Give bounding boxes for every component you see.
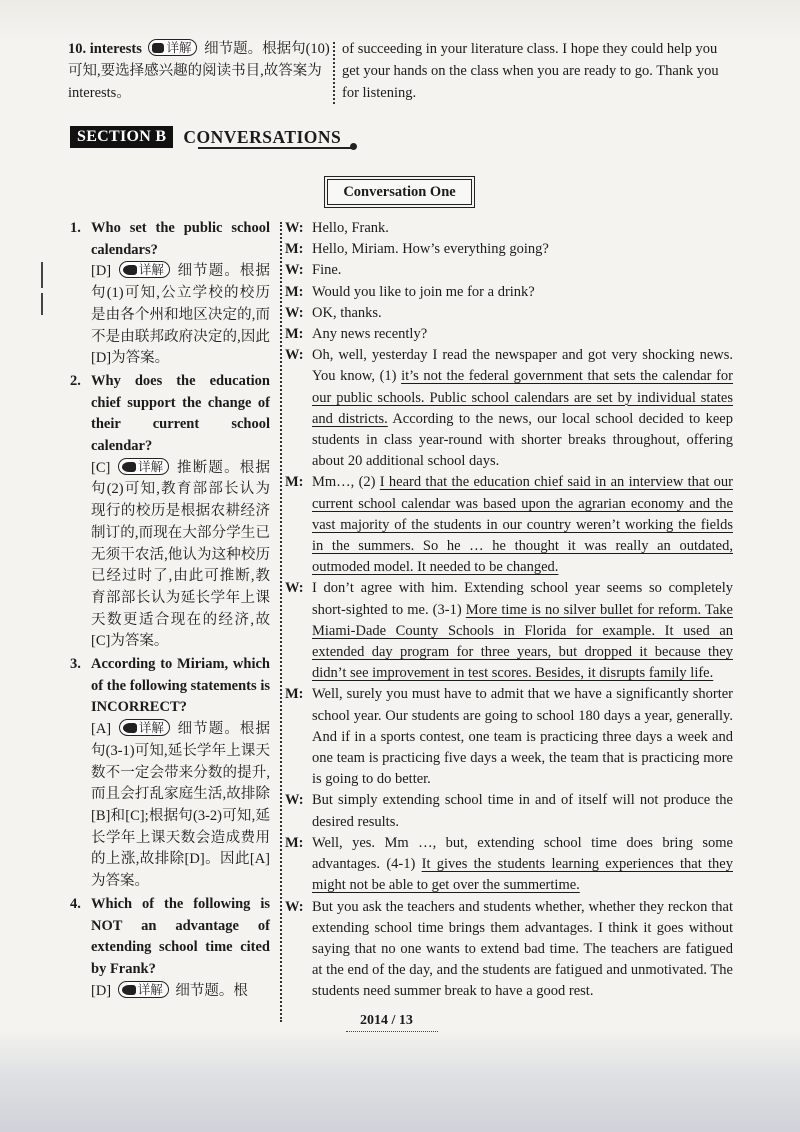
turn-text bbox=[312, 897, 733, 1003]
section-header bbox=[70, 126, 341, 148]
question-text: Why does the education chief support the change of their current school calendar? bbox=[91, 372, 270, 455]
question-text: Which of the following is NOT an advantage of extending school time cited by Frank? bbox=[91, 895, 270, 977]
dialogue-turn bbox=[285, 578, 733, 684]
column-divider bbox=[280, 222, 282, 1022]
dialogue-turn bbox=[285, 218, 733, 239]
text-segment: But you ask the teachers and students whether, whether they reckon that extending school time brings them advantages. I think it goes without saying that no one wants to extend bad time. The teachers are fatigued at the end of the day, and the students are fatigued and unmotivated. The students need summer break to have a good rest. bbox=[312, 898, 733, 1000]
dialogue-turn bbox=[285, 303, 733, 324]
detail-icon bbox=[152, 43, 164, 53]
text-segment: Mm…, (2) bbox=[312, 474, 380, 491]
question-10 bbox=[68, 38, 330, 104]
page-number-rule bbox=[346, 1031, 438, 1032]
text-segment: I don’t agree with him. Extending school year seems so completely short-sighted to me. (3-1) bbox=[312, 580, 733, 618]
question-item bbox=[70, 371, 270, 653]
section-underline bbox=[198, 147, 353, 149]
question-number: 2. bbox=[70, 372, 81, 389]
underlined-evidence: I heard that the education chief said in an interview that our current school calendar was based upon the agrarian economy and the vast majority of the students in our country weren’t working the fields in the summers. So he … he thought it was really an outdated, outmoded model. It needed to be changed. bbox=[312, 474, 733, 576]
speaker-label: W: bbox=[285, 580, 304, 597]
detail-badge: 详解 bbox=[119, 719, 170, 736]
dialogue-turn bbox=[285, 324, 733, 345]
speaker-label: W: bbox=[285, 262, 304, 279]
explanation-text: 细节题。根据句(3-1)可知,延长学年上课天数不一定会带来分数的提升,而且会打乱家庭生活,故排除[B]和[C];根据句(3-2)可知,延长学年上课天数会造成费用的上涨,故排除[D]。因此[A]为答案。 bbox=[91, 721, 271, 890]
text-segment: Hello, Frank. bbox=[312, 220, 389, 236]
speaker-label: M: bbox=[285, 283, 304, 300]
text-segment: But simply extending school time in and of itself will not produce the desired results. bbox=[312, 792, 733, 830]
explanation-text: 细节题。根 bbox=[175, 982, 248, 999]
answer-letter: [D] bbox=[91, 982, 112, 999]
dialogue-turn bbox=[285, 345, 733, 472]
question-number: 4. bbox=[70, 895, 81, 912]
dialogue-transcript bbox=[285, 218, 733, 1003]
detail-badge: 详解 bbox=[118, 981, 169, 998]
margin-mark bbox=[41, 293, 43, 315]
turn-text bbox=[312, 260, 733, 281]
detail-badge: 详解 bbox=[119, 261, 170, 278]
dialogue-turn bbox=[285, 897, 733, 1003]
underlined-evidence: It gives the students learning experiences that they might not be able to get over the summertime. bbox=[312, 856, 733, 894]
explanation-text: 细节题。根据句(1)可知,公立学校的校历是由各个州和地区决定的,而不是由联邦政府决定的,因此[D]为答案。 bbox=[91, 263, 271, 367]
turn-text bbox=[312, 239, 733, 260]
section-bullet bbox=[350, 143, 357, 150]
speaker-label: W: bbox=[285, 347, 304, 364]
text-segment: Any news recently? bbox=[312, 326, 428, 343]
answer-letter: [A] bbox=[91, 721, 112, 738]
speaker-label: W: bbox=[285, 898, 304, 915]
detail-icon bbox=[123, 723, 137, 733]
speaker-label: W: bbox=[285, 792, 304, 809]
page-number: 2014 / 13 bbox=[360, 1013, 413, 1028]
dialogue-turn bbox=[285, 790, 733, 832]
speaker-label: M: bbox=[285, 326, 304, 343]
text-segment: Well, surely you must have to admit that we have a significantly shorter school year. Our students are going to school 180 days a year, generally. And if in a sports contest, one team is practicing three days a week and one team is practicing five days a week, the team that is practicing more is going to do better. bbox=[312, 686, 733, 788]
speaker-label: W: bbox=[285, 220, 304, 236]
question-item bbox=[70, 894, 270, 1003]
detail-badge: 详解 bbox=[118, 458, 169, 475]
explanation-text: 推断题。根据句(2)可知,教育部部长认为现行的校历是根据农耕经济制订的,而现在大部分学生已无须干农活,他认为这种校历已经过时了,由此可推断,教育部部长认为延长学年上课天数更适合现在的经济,故[C]为答案。 bbox=[91, 459, 271, 650]
turn-text bbox=[312, 472, 733, 578]
speaker-label: M: bbox=[285, 474, 304, 491]
turn-text bbox=[312, 345, 733, 472]
question-text: According to Miriam, which of the following statements is INCORRECT? bbox=[91, 656, 270, 716]
text-segment: Fine. bbox=[312, 262, 342, 279]
detail-icon bbox=[122, 462, 136, 472]
speaker-label: W: bbox=[285, 304, 304, 321]
text-segment: Well, yes. Mm …, but, extending school time does bring some advantages. (4-1) bbox=[312, 834, 733, 873]
margin-mark bbox=[41, 262, 43, 288]
conversation-title: Conversation One bbox=[327, 179, 472, 205]
turn-text bbox=[312, 684, 733, 790]
turn-text bbox=[312, 833, 733, 897]
question-number: 1. bbox=[70, 220, 81, 236]
turn-text bbox=[312, 578, 733, 684]
text-segment: According to the news, our local school decided to keep students in class year-round with shorter breaks throughout, offering about 20 additional school days. bbox=[312, 410, 733, 470]
text-segment: Would you like to join me for a drink? bbox=[312, 283, 535, 300]
scan-shadow-bottom bbox=[0, 1030, 800, 1132]
question-text: Who set the public school calendars? bbox=[91, 220, 270, 258]
dialogue-turn bbox=[285, 282, 733, 303]
text-segment: Hello, Miriam. How’s everything going? bbox=[312, 241, 549, 258]
answer-letter: [D] bbox=[91, 263, 112, 280]
explanation-text: 细节题。根据句(10)可知,要选择感兴趣的阅读书目,故答案为 interests。 bbox=[68, 41, 330, 101]
question-item bbox=[70, 654, 270, 893]
speaker-label: M: bbox=[285, 241, 304, 258]
turn-text bbox=[312, 303, 733, 324]
underlined-evidence: it’s not the federal government that sets the calendar for our public schools. Public school calendars are set by individual states and districts. bbox=[312, 368, 733, 427]
answer-keyword: interests bbox=[89, 41, 142, 57]
turn-text bbox=[312, 282, 733, 303]
speaker-label: M: bbox=[285, 686, 304, 703]
section-label: SECTION B bbox=[70, 126, 173, 148]
turn-text bbox=[312, 218, 733, 239]
answer-letter: [C] bbox=[91, 459, 111, 476]
question-number: 3. bbox=[70, 656, 81, 673]
dialogue-turn bbox=[285, 239, 733, 260]
speaker-label: M: bbox=[285, 834, 304, 851]
detail-icon bbox=[122, 985, 136, 995]
column-divider-top bbox=[333, 42, 335, 104]
dialogue-turn bbox=[285, 684, 733, 790]
text-segment: OK, thanks. bbox=[312, 304, 382, 321]
section-title: CONVERSATIONS bbox=[183, 126, 342, 147]
dialogue-turn bbox=[285, 833, 733, 897]
detail-badge: 详解 bbox=[148, 39, 197, 56]
question-item bbox=[70, 218, 270, 370]
detail-icon bbox=[123, 265, 137, 275]
text-segment: Oh, well, yesterday I read the newspaper and got very shocking news. You know, (1) bbox=[312, 347, 733, 385]
underlined-evidence: More time is no silver bullet for reform. Take Miami-Dade County Schools in Florida for example. It used an extended day program for three years, but dropped it because they didn’t see improvement in test scores. Besides, it disrupts family life. bbox=[312, 601, 733, 682]
monologue-closing: of succeeding in your literature class. I hope they could help you get your hands on the class when you are ready to go. Thank you for listening. bbox=[342, 41, 719, 101]
dialogue-turn bbox=[285, 472, 733, 578]
turn-text bbox=[312, 324, 733, 345]
dialogue-turn bbox=[285, 260, 733, 281]
scan-shadow-top bbox=[0, 0, 800, 40]
questions-column bbox=[70, 218, 270, 1002]
question-number: 10. bbox=[68, 41, 87, 57]
turn-text bbox=[312, 790, 733, 832]
